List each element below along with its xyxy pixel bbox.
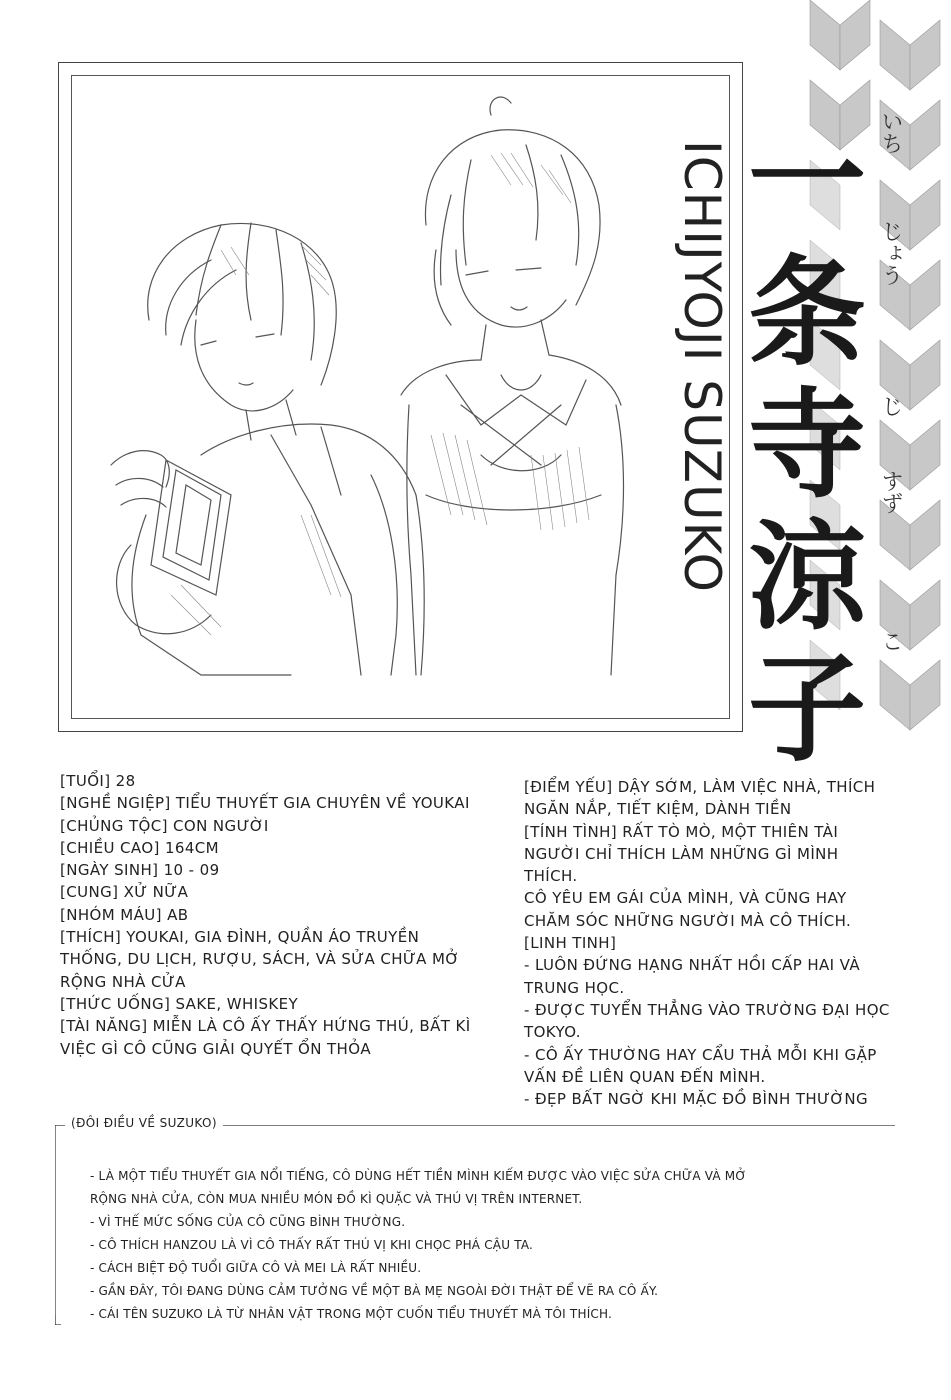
profile-line: [LINH TINH] xyxy=(524,934,617,953)
romaji-name: ICHIJYOJI SUZUKO xyxy=(673,140,731,594)
profile-right-column xyxy=(524,776,894,1110)
profile-line: - ĐƯỢC TUYỂN THẲNG VÀO TRƯỜNG ĐẠI HỌC xyxy=(524,1000,890,1019)
profile-line: - CÔ ẤY THƯỜNG HAY CẨU THẢ MỖI KHI GẶP xyxy=(524,1045,877,1064)
profile-line: [NGHỀ NGIỆP] TIỂU THUYẾT GIA CHUYÊN VỀ YOUKAI xyxy=(60,794,470,813)
kanji-char: 子 xyxy=(747,639,866,778)
profile-line: CÔ YÊU EM GÁI CỦA MÌNH, VÀ CŨNG HAY xyxy=(524,889,847,908)
profile-line: - ĐẸP BẤT NGỜ KHI MẶC ĐỒ BÌNH THƯỜNG xyxy=(524,1090,869,1109)
kanji-name xyxy=(737,111,877,778)
profile-line: [THỨC UỐNG] SAKE, WHISKEY xyxy=(60,994,299,1013)
notes-item: - VÌ THẾ MỨC SỐNG CỦA CÔ CŨNG BÌNH THƯỜNG. xyxy=(90,1215,406,1229)
notes-list xyxy=(90,1165,870,1326)
profile-line: - LUÔN ĐỨNG HẠNG NHẤT HỒI CẤP HAI VÀ xyxy=(524,956,861,975)
profile-line: CHĂM SÓC NHỮNG NGƯỜI MÀ CÔ THÍCH. xyxy=(524,911,852,930)
notes-item: - CÁCH BIỆT ĐỘ TUỔI GIỮA CÔ VÀ MEI LÀ RẤT NHIỀU. xyxy=(90,1261,422,1275)
kanji-char: 一 xyxy=(747,111,866,250)
profile-line: RỘNG NHÀ CỬA xyxy=(60,972,186,991)
profile-line: TRUNG HỌC. xyxy=(524,978,625,997)
furigana-reading: いち xyxy=(878,110,903,154)
notes-box xyxy=(55,1116,895,1325)
notes-item: - CÔ THÍCH HANZOU LÀ VÌ CÔ THẤY RẤT THÚ VỊ KHI CHỌC PHÁ CẬU TA. xyxy=(90,1238,534,1252)
profile-line: [CUNG] XỬ NỮA xyxy=(60,883,189,902)
profile-line: [NHÓM MÁU] AB xyxy=(60,905,189,924)
profile-line: VIỆC GÌ CÔ CŨNG GIẢI QUYẾT ỔN THỎA xyxy=(60,1039,372,1058)
notes-item: - CÁI TÊN SUZUKO LÀ TỪ NHÂN VẬT TRONG MỘT CUỐN TIỂU THUYẾT MÀ TÔI THÍCH. xyxy=(90,1307,613,1321)
profile-line: [ĐIỂM YẾU] DẬY SỚM, LÀM VIỆC NHÀ, THÍCH xyxy=(524,778,876,796)
profile-line: [TÍNH TÌNH] RẤT TÒ MÒ, MỘT THIÊN TÀI xyxy=(524,822,839,841)
furigana-reading: すず xyxy=(878,470,903,514)
notes-item: RỘNG NHÀ CỬA, CÒN MUA NHIỀU MÓN ĐỒ KÌ QUẶC VÀ THÚ VỊ TRÊN INTERNET. xyxy=(90,1192,583,1206)
profile-line: NGƯỜI CHỈ THÍCH LÀM NHỮNG GÌ MÌNH THÍCH. xyxy=(524,844,839,886)
kanji-char: 涼 xyxy=(747,507,866,646)
profile-line: [TÀI NĂNG] MIỄN LÀ CÔ ẤY THẤY HỨNG THÚ, BẤT KÌ xyxy=(60,1017,471,1036)
profile-left-column xyxy=(60,770,480,1060)
furigana-reading: こ xyxy=(878,630,903,652)
notes-item: - GẦN ĐÂY, TÔI ĐANG DÙNG CẢM TƯỞNG VỀ MỘT BÀ MẸ NGOÀI ĐỜI THẬT ĐỂ VẼ RA CÔ ẤY. xyxy=(90,1284,659,1298)
profile-line: VẤN ĐỀ LIÊN QUAN ĐẾN MÌNH. xyxy=(524,1067,766,1086)
kanji-char: 条 xyxy=(747,243,866,382)
notes-title: (ĐÔI ĐIỀU VỀ SUZUKO) xyxy=(65,1116,223,1130)
profile-line: [TUỔI] 28 xyxy=(60,772,136,790)
profile-line: THỐNG, DU LỊCH, RƯỢU, SÁCH, VÀ SỬA CHỮA MỞ xyxy=(60,950,460,969)
character-sketch-illustration xyxy=(71,75,730,719)
kanji-char: 寺 xyxy=(747,375,866,514)
profile-line: [CHIỀU CAO] 164CM xyxy=(60,838,219,857)
profile-line: [NGÀY SINH] 10 - 09 xyxy=(60,861,220,880)
furigana-reading: じょう xyxy=(878,220,903,286)
profile-line: TOKYO. xyxy=(524,1023,581,1042)
notes-item: - LÀ MỘT TIỂU THUYẾT GIA NỔI TIẾNG, CÔ DÙNG HẾT TIỀN MÌNH KIẾM ĐƯỢC VÀO VIỆC SỬA CHỮA VÀ MỞ xyxy=(90,1169,747,1183)
furigana-reading: じ xyxy=(878,395,903,417)
profile-line: NGĂN NẮP, TIẾT KIỆM, DÀNH TIỀN xyxy=(524,800,792,819)
profile-line: [CHỦNG TỘC] CON NGƯỜI xyxy=(60,816,269,835)
profile-line: [THÍCH] YOUKAI, GIA ĐÌNH, QUẦN ÁO TRUYỀN xyxy=(60,928,420,947)
